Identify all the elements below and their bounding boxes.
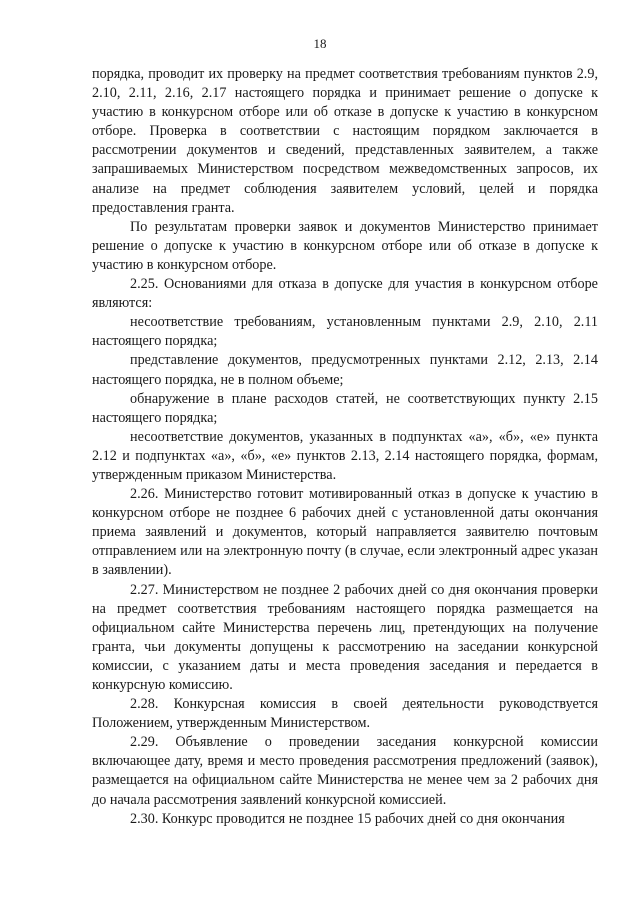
paragraph-8: 2.26. Министерство готовит мотивированный отказ в допуске к участию в конкурсном отборе не позднее 6 рабочих дней с установленной даты окончания приема заявлений и документов, который направляется заявителю почтовым отправлением или на электронную почту (в случае, если электронный адрес указан в заявлении). (92, 486, 598, 579)
paragraph-5: представление документов, предусмотренных пунктами 2.12, 2.13, 2.14 настоящего порядка, не в полном объеме; (92, 352, 598, 388)
paragraph-4: несоответствие требованиям, установленным пунктами 2.9, 2.10, 2.11 настоящего порядка; (92, 314, 598, 350)
paragraph-1: порядка, проводит их проверку на предмет соответствия требованиям пунктов 2.9, 2.10, 2.11, 2.16, 2.17 настоящего порядка и принимает решение о допуске к участию в конкурсном отборе или об отказе в допуске к участию в конкурсном отборе. Проверка в соответствии с настоящим порядком заключается в рассмотрении документов и сведений, представленных заявителем, а также запрашиваемых Министерством посредством межведомственных запросов, их анализе на предмет соблюдения заявителем условий, целей и порядка предоставления гранта. (92, 66, 598, 216)
paragraph-11: 2.29. Объявление о проведении заседания конкурсной комиссии включающее дату, время и место проведения рассмотрения предложений (заявок), размещается на официальном сайте Министерства не менее чем за 2 рабочих дня до начала рассмотрения заявлений конкурсной комиссией. (92, 734, 598, 808)
paragraph-7: несоответствие документов, указанных в подпунктах «а», «б», «е» пункта 2.12 и подпунктах «а», «б», «е» пунктов 2.13, 2.14 настоящего порядка, формам, утвержденным приказом Министерства. (92, 428, 598, 483)
paragraph-9: 2.27. Министерством не позднее 2 рабочих дней со дня окончания проверки на предмет соответствия требованиям настоящего порядка размещается на официальном сайте Министерства перечень лиц, претендующих на получение гранта, чьи документы допущены к рассмотрению на заседании конкурсной комиссии, с указанием даты и места проведения заседания и передается в конкурсную комиссию. (92, 581, 598, 693)
paragraph-2: По результатам проверки заявок и документов Министерство принимает решение о допуске к участию в конкурсном отборе или об отказе в допуске к участию в конкурсном отборе. (92, 218, 598, 273)
document-body (92, 65, 598, 829)
page-number: 18 (313, 36, 327, 51)
paragraph-12: 2.30. Конкурс проводится не позднее 15 рабочих дней со дня окончания (130, 810, 565, 827)
paragraph-10: 2.28. Конкурсная комиссия в своей деятельности руководствуется Положением, утвержденным Министерством. (92, 696, 598, 732)
paragraph-3: 2.25. Основаниями для отказа в допуске для участия в конкурсном отборе являются: (92, 276, 598, 312)
paragraph-6: обнаружение в плане расходов статей, не соответствующих пункту 2.15 настоящего порядка; (92, 390, 598, 426)
